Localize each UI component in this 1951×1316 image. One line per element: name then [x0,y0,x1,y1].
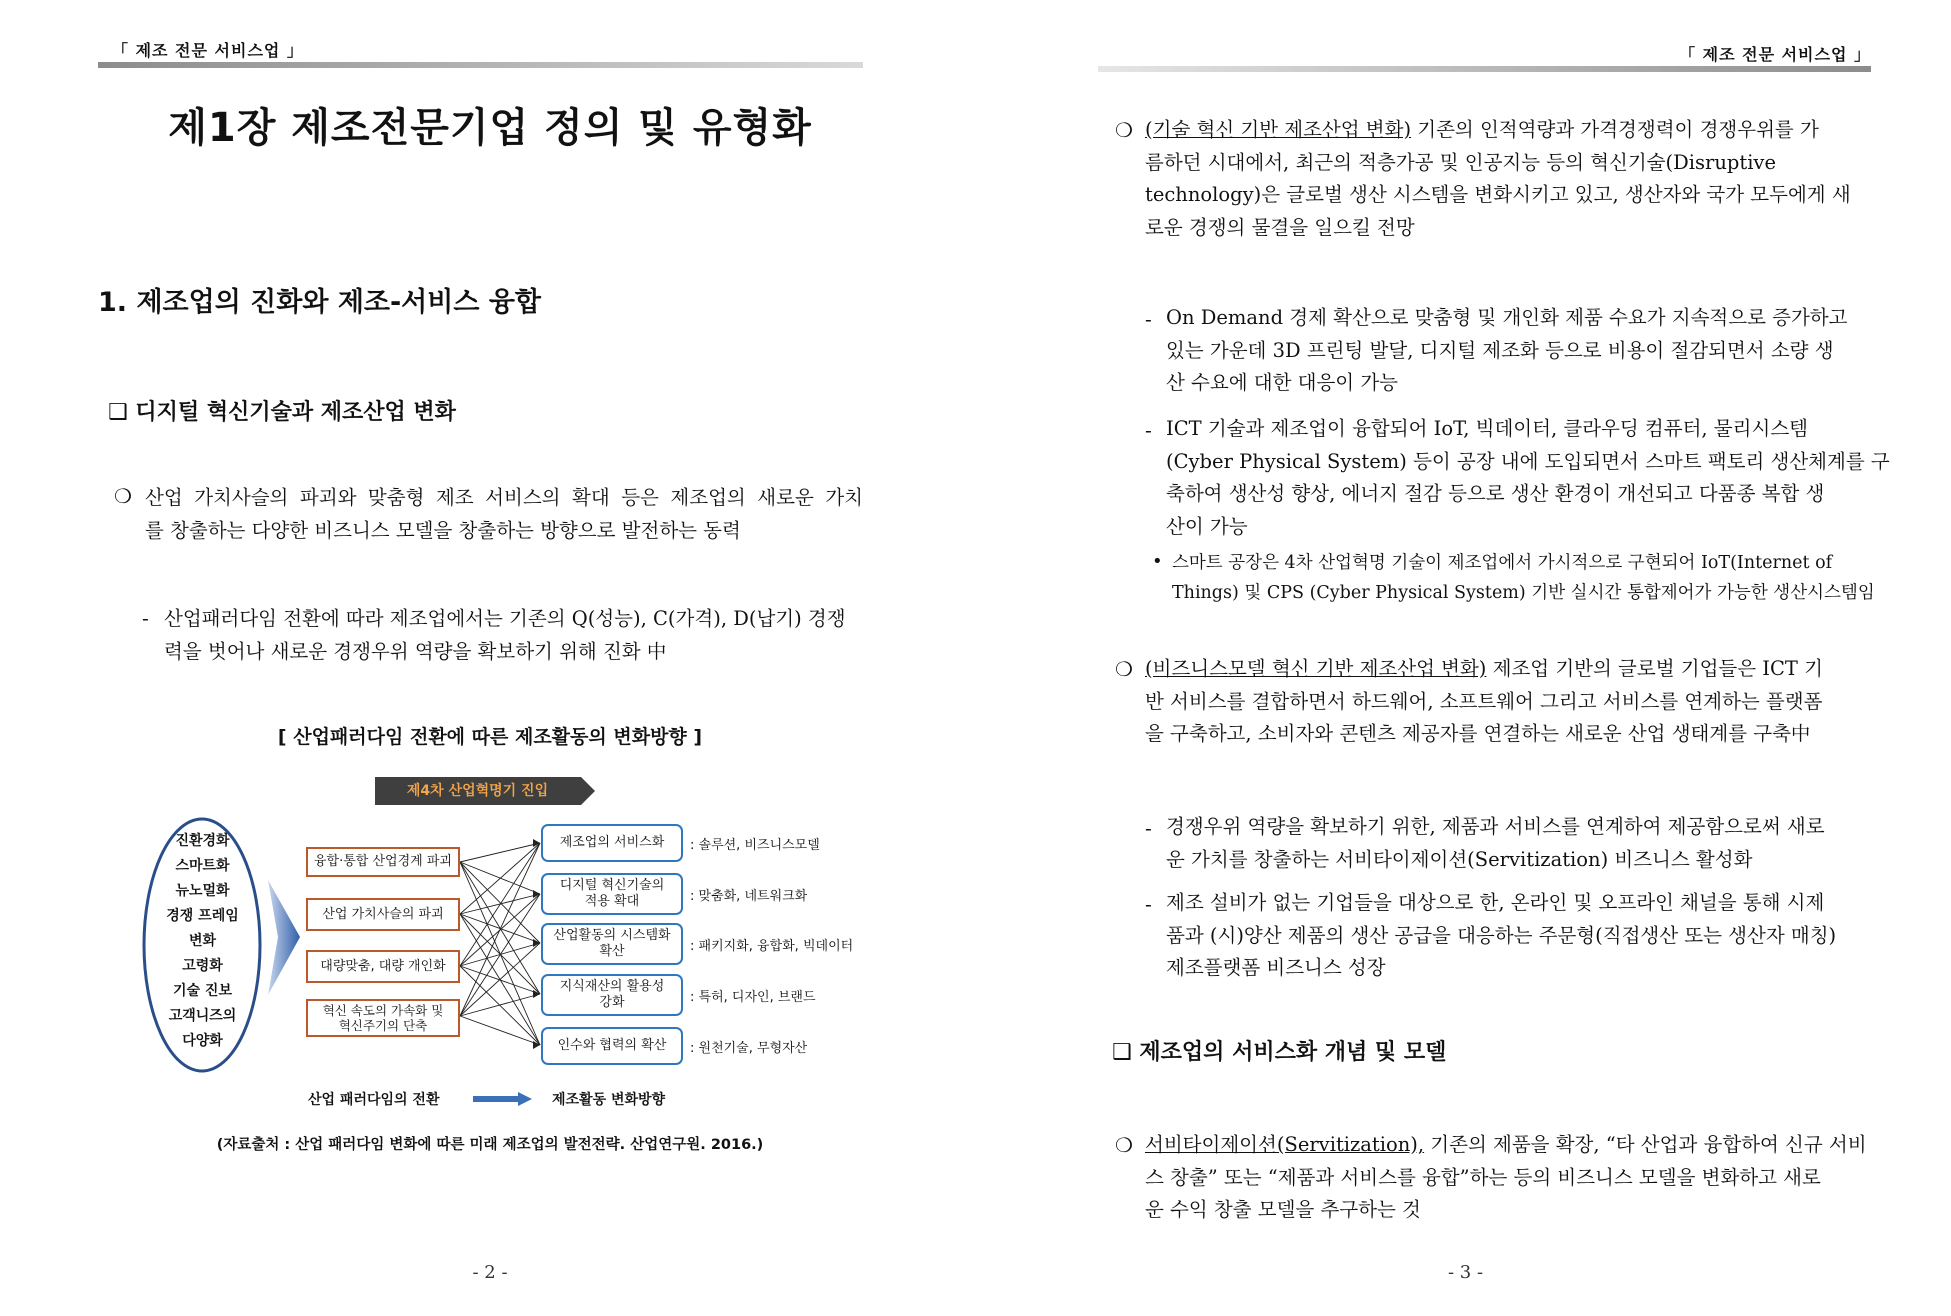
activity-box: 인수와 협력의 확산 [541,1027,683,1065]
paradigm-box: 융합·통합 산업경계 파괴 [306,847,460,877]
driver-item: 진환경화 [175,833,230,849]
paragraph-text: 기존의 인적역량과 가격경쟁력이 경쟁우위를 가 [1411,118,1819,141]
paragraph-line: 산업 가치사슬의 파괴와 맞춤형 제조 서비스의 확대 등은 제조업의 새로운 가치 [145,486,863,509]
bottom-right-label: 제조활동 변화방향 [552,1092,666,1108]
dash-bullet: - [1145,892,1152,916]
paragraph-line: 경쟁우위 역량을 확보하기 위한, 제품과 서비스를 연계하여 제공함으로써 새로 [1166,815,1825,838]
paragraph-title: (기술 혁신 기반 제조산업 변화) [1145,118,1412,141]
paragraph-line: 산이 가능 [1166,514,1248,538]
running-header: 「 제조 전문 서비스업 」 [112,41,304,60]
activity-box: 제조업의 서비스화 [541,824,683,862]
square-bullet-icon: ❑ [1112,1040,1132,1065]
activity-label: : 솔루션, 비즈니스모델 [690,838,820,853]
paragraph [1145,114,1871,244]
paradigm-box: 대량맞춤, 대량 개인화 [306,950,460,983]
paragraph-title: 서비타이제이션(Servitization), [1145,1133,1425,1156]
banner-label: 제4차 산업혁명기 진입 [406,783,549,799]
figure-title: [ 산업패러다임 전환에 따른 제조활동의 변화방향 ] [277,726,703,748]
dash-bullet: - [142,606,149,630]
dash-item [1166,413,1890,543]
circle-bullet-icon: ❍ [1115,1133,1133,1157]
document-page-right [980,0,1951,1316]
header-rule [1098,66,1871,72]
paragraph-line: (Cyber Physical System) 등이 공장 내에 도입되면서 스마트 팩토리 생산체계를 구 [1166,449,1890,473]
dash-item [1166,887,1871,985]
square-bullet-icon: ❑ [108,400,128,425]
activity-label: : 특허, 디자인, 브랜드 [690,990,816,1005]
driver-item: 변화 [188,933,217,949]
paragraph-text: 제조업 기반의 글로벌 기업들은 ICT 기 [1486,657,1823,680]
paragraph-line: 운 수익 창출 모델을 추구하는 것 [1145,1198,1421,1221]
circle-bullet-icon: ❍ [114,484,132,508]
driver-item: 뉴노멀화 [175,883,230,899]
activity-label: : 패키지화, 융합화, 빅데이터 [690,939,854,954]
paragraph-text: 기존의 제품을 확장, “타 산업과 융합하여 신규 서비 [1424,1133,1867,1156]
bottom-left-label: 산업 패러다임의 전환 [308,1092,440,1108]
paragraph-line: 스 창출” 또는 “제품과 서비스를 융합”하는 등의 비즈니스 모델을 변화하고 새로 [1145,1165,1821,1189]
paragraph-line: 운 가치를 창출하는 서비타이제이션(Servitization) 비즈니스 활성화 [1166,847,1753,871]
paragraph-line: 력을 벗어나 새로운 경쟁우위 역량을 확보하기 위해 진화 中 [164,639,667,663]
driver-item: 고객니즈의 [168,1008,237,1024]
page-number: - 3 - [1447,1262,1484,1283]
dash-item [1166,302,1871,400]
dash-bullet: - [1145,418,1152,442]
driver-item: 경쟁 프레임 [166,908,239,924]
activity-label: : 원천기술, 무형자산 [690,1041,808,1056]
activity-box: 산업활동의 시스템화 확산 [541,923,683,965]
paragraph-line: Things) 및 CPS (Cyber Physical System) 기반 실시간 통합제어가 가능한 생산시스템임 [1172,583,1875,603]
activity-label: : 맞춤화, 네트워크화 [690,889,808,904]
paragraph-line: On Demand 경제 확산으로 맞춤형 및 개인화 제품 수요가 지속적으로 증가하고 [1166,306,1848,329]
paragraph-line: ICT 기술과 제조업이 융합되어 IoT, 빅데이터, 클라우딩 컴퓨터, 물리시스템 [1166,417,1808,440]
dash-item [1166,811,1871,876]
paragraph-line: 를 창출하는 다양한 비즈니스 모델을 창출하는 방향으로 발전하는 동력 [145,518,741,542]
running-header: 「 제조 전문 서비스업 」 [1679,45,1871,64]
paragraph-line: 스마트 공장은 4차 산업혁명 기술이 제조업에서 가시적으로 구현되어 IoT(Internet of [1172,553,1833,573]
circle-bullet-icon: ❍ [1115,118,1133,142]
page-number: - 2 - [472,1262,508,1283]
paragraph-line: 름하던 시대에서, 최근의 적층가공 및 인공지능 등의 혁신기술(Disruptive [1145,150,1776,174]
paradigm-box: 혁신 속도의 가속화 및 혁신주기의 단축 [306,999,460,1037]
dot-bullet: • [1152,551,1163,572]
chapter-title: 제1장 제조전문기업 정의 및 유형화 [168,105,812,151]
section-title: 1. 제조업의 진화와 제조-서비스 융합 [98,287,541,318]
figure-source: (자료출처 : 산업 패러다임 변화에 따른 미래 제조업의 발전전략. 산업연구원. 2016.) [216,1137,764,1153]
paragraph-line: 축하여 생산성 향상, 에너지 절감 등으로 생산 환경이 개선되고 다품종 복합 생 [1166,482,1825,505]
paragraph-line: 로운 경쟁의 물결을 일으킬 전망 [1145,215,1415,239]
subsection-title: 디지털 혁신기술과 제조산업 변화 [135,400,456,425]
paragraph [1145,1129,1871,1227]
subsection-heading [1112,1035,1446,1066]
paragraph-title: (비즈니스모델 혁신 기반 제조산업 변화) [1145,657,1487,680]
paragraph [1145,653,1871,751]
paragraph-line: 제조 설비가 없는 기업들을 대상으로 한, 온라인 및 오프라인 채널을 통해 시제 [1166,891,1825,914]
dash-bullet: - [1145,816,1152,840]
dash-bullet: - [1145,307,1152,331]
circle-bullet-icon: ❍ [1115,657,1133,681]
paragraph-line: 을 구축하고, 소비자와 콘텐츠 제공자를 연결하는 새로운 산업 생태계를 구축中 [1145,722,1811,745]
paragraph-line: 반 서비스를 결합하면서 하드웨어, 소프트웨어 그리고 서비스를 연계하는 플랫폼 [1145,689,1823,713]
paragraph-line: 품과 (시)양산 제품의 생산 공급을 대응하는 주문형(직접생산 또는 생산자 매칭) [1166,923,1837,947]
activity-box: 디지털 혁신기술의 적용 확대 [541,873,683,915]
activity-box: 지식재산의 활용성 강화 [541,974,683,1016]
bullet-item [1172,548,1875,608]
paragraph-line: 산 수요에 대한 대응이 가능 [1166,371,1399,394]
driver-item: 기술 진보 [173,983,232,999]
subsection-title: 제조업의 서비스화 개념 및 모델 [1139,1040,1447,1065]
driver-item: 스마트화 [175,858,230,874]
driver-item: 다양화 [182,1033,223,1049]
paradigm-box: 산업 가치사슬의 파괴 [306,898,460,931]
paragraph-line: 제조플랫폼 비즈니스 성장 [1166,956,1386,979]
paragraph-line: 산업패러다임 전환에 따라 제조업에서는 기존의 Q(성능), C(가격), D(납기) 경쟁 [164,607,846,630]
driver-item: 고령화 [182,958,223,974]
paragraph-line: 있는 가운데 3D 프린팅 발달, 디지털 제조화 등으로 비용이 절감되면서 소량 생 [1166,338,1834,362]
paragraph-line: technology)은 글로벌 생산 시스템을 변화시키고 있고, 생산자와 국가 모두에게 새 [1145,183,1851,206]
